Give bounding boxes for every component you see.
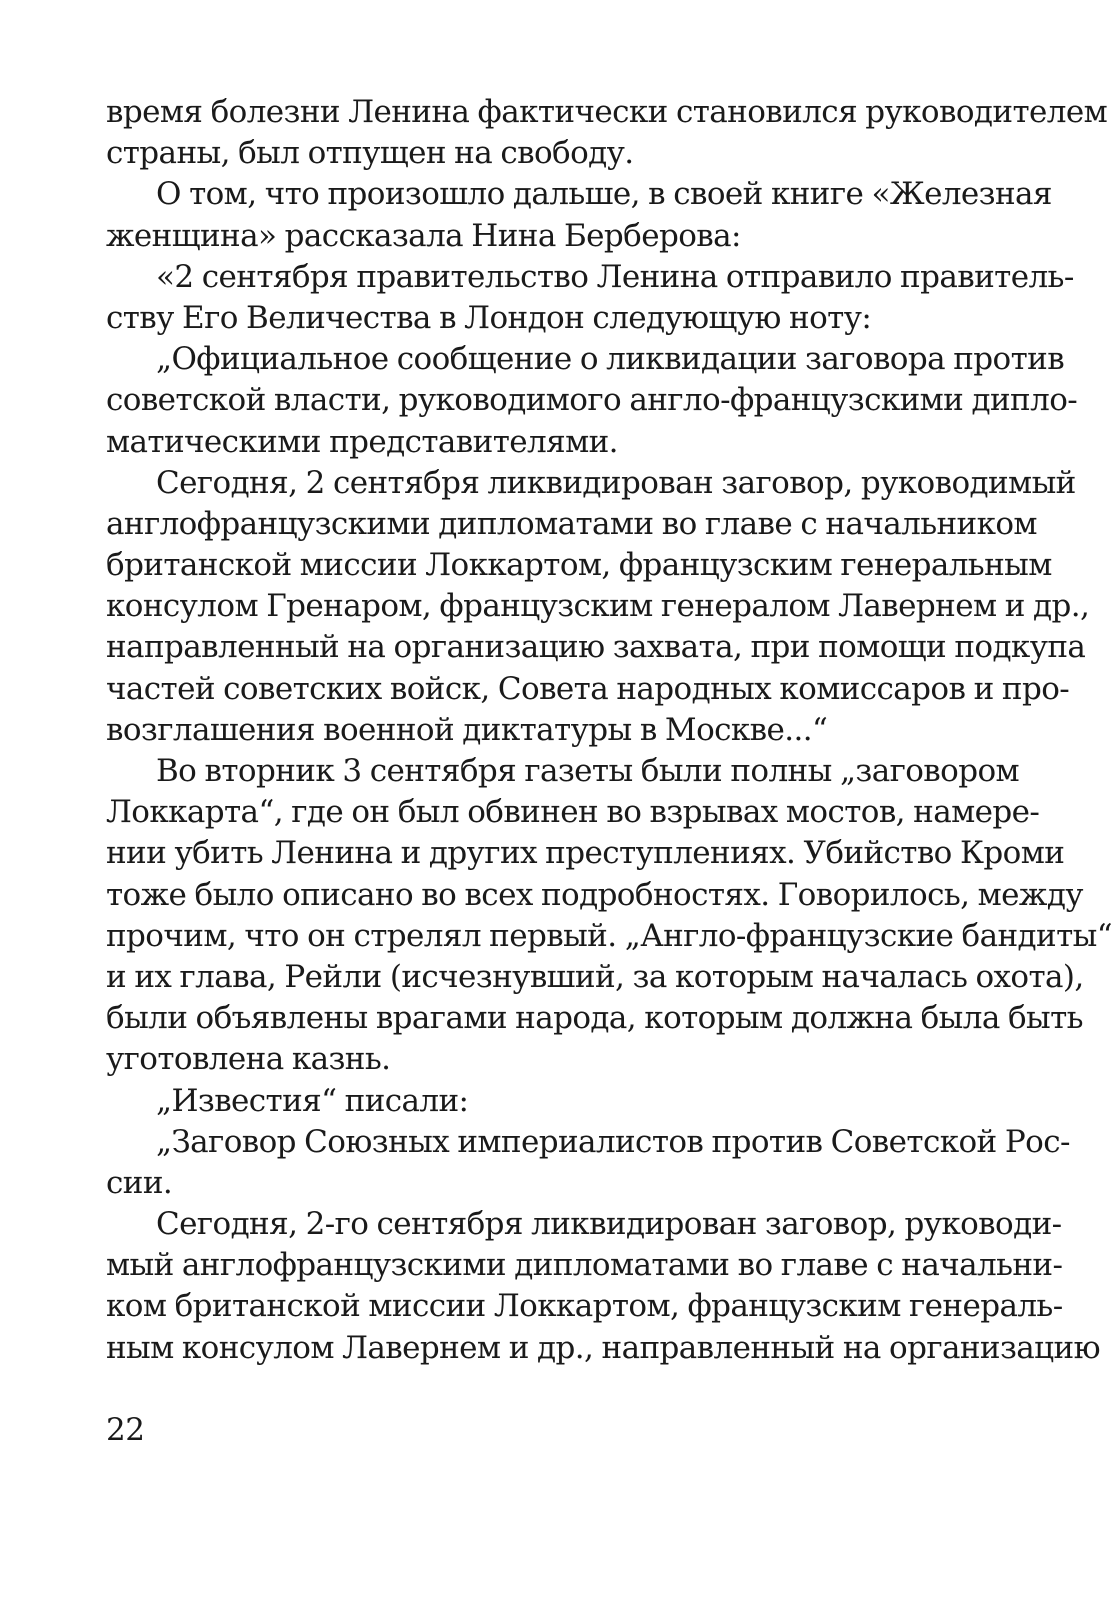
text-line: и их глава, Рейли (исчезнувший, за которым началась охота),	[106, 958, 1084, 995]
paragraph	[106, 751, 1112, 1081]
text-line: время болезни Ленина фактически становился руководителем	[106, 94, 1108, 130]
paragraph	[106, 174, 1052, 256]
text-line: О том, что произошло дальше, в своей книге «Железная	[156, 176, 1052, 213]
text-line: советской власти, руководимого англо-французскими дипло-	[106, 382, 1078, 419]
paragraph	[106, 92, 1108, 174]
paragraph	[106, 463, 1090, 751]
text-line: уготовлена казнь.	[106, 1041, 391, 1078]
paragraph	[106, 257, 1074, 339]
paragraph	[106, 339, 1078, 463]
paragraph	[106, 1204, 1100, 1369]
text-line: „Известия“ писали:	[156, 1082, 469, 1119]
text-line: Во вторник 3 сентября газеты были полны „заговором	[156, 753, 1020, 789]
text-line: Сегодня, 2 сентября ликвидирован заговор, руководимый	[156, 464, 1076, 501]
text-line: возглашения военной диктатуры в Москве...“	[106, 711, 828, 748]
text-line: сии.	[106, 1164, 173, 1201]
text-line: женщина» рассказала Нина Берберова:	[106, 217, 741, 254]
text-line: ным консулом Лавернем и др., направленный на организацию	[106, 1329, 1100, 1366]
text-line: „Официальное сообщение о ликвидации заговора против	[156, 341, 1065, 378]
paragraph	[106, 1081, 928, 1122]
text-line: ком британской миссии Локкартом, французским генераль-	[106, 1288, 1063, 1325]
page-number: 22	[106, 1412, 145, 1448]
text-line: частей советских войск, Совета народных комиссаров и про-	[106, 670, 1070, 707]
text-line: мый англофранцузскими дипломатами во главе с начальни-	[106, 1247, 1063, 1284]
text-line: консулом Гренаром, французским генералом Лавернем и др.,	[106, 588, 1090, 625]
text-line: были объявлены врагами народа, которым должна была быть	[106, 1000, 1083, 1037]
paragraph	[106, 1122, 1070, 1204]
text-line: направленный на организацию захвата, при помощи подкупа	[106, 629, 1086, 666]
text-line: Локкарта“, где он был обвинен во взрывах мостов, намере-	[106, 794, 1040, 831]
text-line: страны, был отпущен на свободу.	[106, 135, 634, 172]
text-line: нии убить Ленина и других преступлениях. Убийство Кроми	[106, 835, 1065, 872]
text-line: ству Его Величества в Лондон следующую ноту:	[106, 299, 872, 336]
text-line: англофранцузскими дипломатами во главе с начальником	[106, 505, 1037, 542]
book-page-text	[106, 92, 1112, 1369]
text-line: матическими представителями.	[106, 423, 618, 460]
text-line: британской миссии Локкартом, французским генеральным	[106, 547, 1052, 584]
text-line: Сегодня, 2-го сентября ликвидирован заговор, руководи-	[156, 1206, 1062, 1243]
text-line: «2 сентября правительство Ленина отправило правитель-	[156, 258, 1074, 295]
text-line: прочим, что он стрелял первый. „Англо-французские бандиты“	[106, 917, 1112, 954]
text-line: тоже было описано во всех подробностях. Говорилось, между	[106, 876, 1083, 913]
text-line: „Заговор Союзных империалистов против Советской Рос-	[156, 1123, 1070, 1160]
